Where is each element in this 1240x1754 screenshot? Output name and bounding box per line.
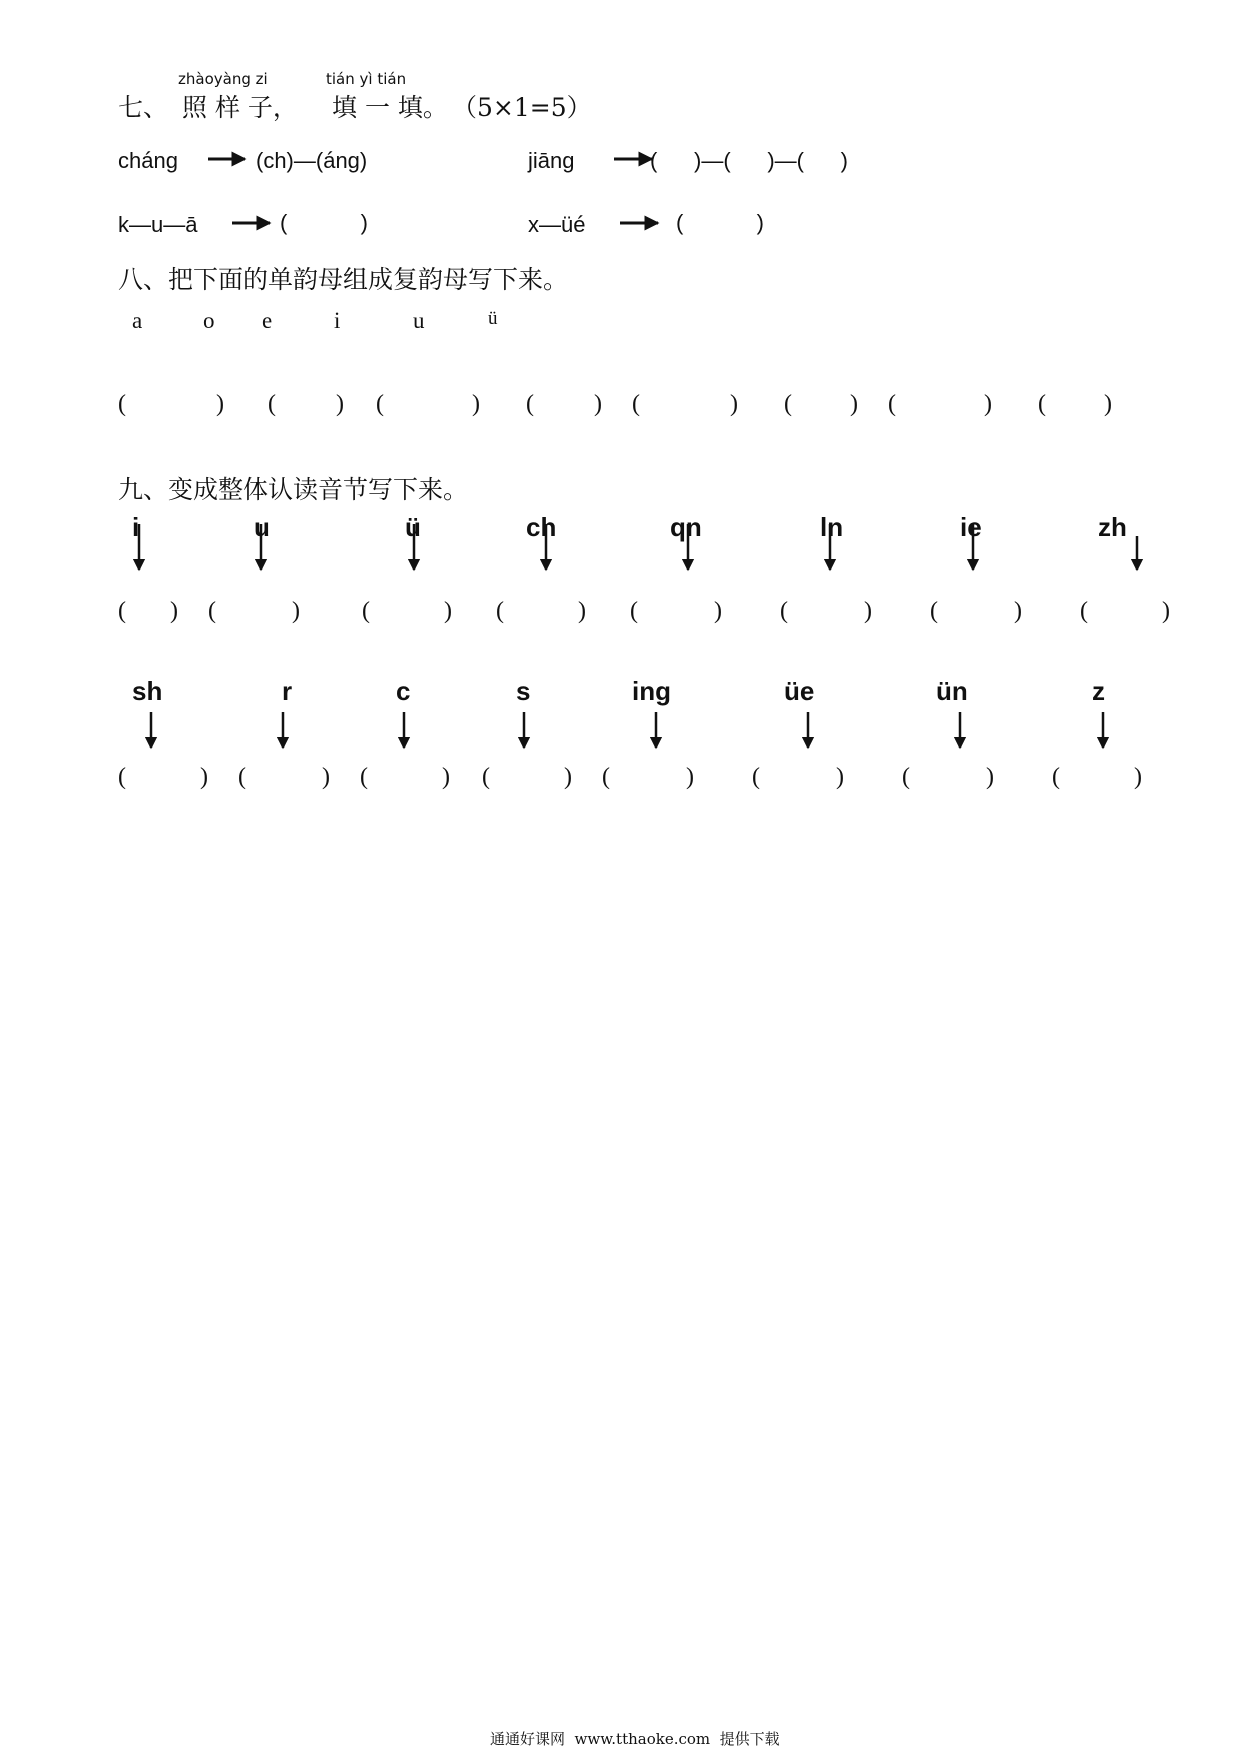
ruby-zhaoyangzi: zhàoyàng zi xyxy=(178,70,268,88)
answer-blank[interactable]: ( xyxy=(118,598,126,624)
answer-blank[interactable]: ( xyxy=(118,391,126,417)
vowel-o: o xyxy=(203,308,215,333)
answer-blank[interactable]: ) xyxy=(836,764,844,790)
answer-blank[interactable]: ( xyxy=(1052,764,1060,790)
example-right: (ch)—(áng) xyxy=(256,148,368,173)
initial-letter: s xyxy=(516,676,531,706)
answer-blank[interactable]: ( xyxy=(496,598,504,624)
answer-blank[interactable]: ( xyxy=(208,598,216,624)
answer-blank[interactable]: ) xyxy=(200,764,208,790)
answer-blank[interactable]: ( xyxy=(930,598,938,624)
initial-letter: i xyxy=(132,512,140,542)
answer-blank[interactable]: ) xyxy=(216,391,224,417)
answer-blank[interactable]: ) xyxy=(170,598,178,624)
answer-blank[interactable]: ( xyxy=(602,764,610,790)
initial-letter: sh xyxy=(132,676,163,706)
section8-title: 八、把下面的单韵母组成复韵母写下来。 xyxy=(118,265,569,294)
answer-blank[interactable]: ( xyxy=(1080,598,1088,624)
answer-blank[interactable]: ) xyxy=(564,764,572,790)
answer-blank[interactable]: ) xyxy=(986,764,994,790)
answer-blank[interactable]: ) xyxy=(442,764,450,790)
vowel-a: a xyxy=(132,308,143,333)
example-left: x—üé xyxy=(528,212,586,237)
answer-blank[interactable]: ( xyxy=(376,391,384,417)
section7-title-a: 照 样 子， xyxy=(182,93,298,122)
answer-blank[interactable]: ( xyxy=(360,764,368,790)
section9-title: 九、变成整体认读音节写下来。 xyxy=(118,475,469,504)
initial-letter: ing xyxy=(632,676,671,706)
answer-blank[interactable]: ( xyxy=(526,391,534,417)
example-left: cháng xyxy=(118,148,178,173)
vowel-u: u xyxy=(413,308,425,333)
answer-blank[interactable]: ) xyxy=(444,598,452,624)
answer-blank[interactable]: ) xyxy=(1104,391,1112,417)
answer-blank[interactable]: ( xyxy=(752,764,760,790)
initial-letter: u xyxy=(254,512,270,542)
answer-blank[interactable]: ) xyxy=(984,391,992,417)
example-right[interactable]: ( ) xyxy=(676,210,764,235)
example-left: k—u—ā xyxy=(118,212,198,237)
answer-blank[interactable]: ) xyxy=(686,764,694,790)
initial-letter: qn xyxy=(670,512,702,542)
answer-blank[interactable]: ( xyxy=(482,764,490,790)
section7-title-b: 填 一 填。 xyxy=(332,93,448,122)
answer-blank[interactable]: ) xyxy=(336,391,344,417)
example-right[interactable]: ( )—( )—( ) xyxy=(650,148,848,173)
example-right[interactable]: ( ) xyxy=(280,210,368,235)
answer-blank[interactable]: ( xyxy=(362,598,370,624)
answer-blank[interactable]: ) xyxy=(578,598,586,624)
initial-letter: ln xyxy=(820,512,844,542)
section7-prefix: 七、 xyxy=(118,93,169,122)
answer-blank[interactable]: ) xyxy=(1014,598,1022,624)
ruby-tianyitian: tián yì tián xyxy=(326,70,407,88)
answer-blank[interactable]: ) xyxy=(864,598,872,624)
example-left: jiāng xyxy=(528,148,575,173)
initial-letter: ie xyxy=(960,512,982,542)
answer-blank[interactable]: ) xyxy=(292,598,300,624)
initial-letter: zh xyxy=(1098,512,1127,542)
answer-blank[interactable]: ) xyxy=(322,764,330,790)
initial-letter: z xyxy=(1092,676,1105,706)
answer-blank[interactable]: ( xyxy=(888,391,896,417)
initial-letter: ch xyxy=(526,512,557,542)
answer-blank[interactable]: ) xyxy=(1162,598,1170,624)
answer-blank[interactable]: ( xyxy=(780,598,788,624)
answer-blank[interactable]: ( xyxy=(632,391,640,417)
footer-credit: 通通好课网 www.tthaoke.com 提供下载 xyxy=(490,1730,780,1748)
answer-blank[interactable]: ) xyxy=(472,391,480,417)
answer-blank[interactable]: ( xyxy=(1038,391,1046,417)
answer-blank[interactable]: ( xyxy=(784,391,792,417)
answer-blank[interactable]: ) xyxy=(594,391,602,417)
initial-letter: ün xyxy=(936,676,968,706)
answer-blank[interactable]: ) xyxy=(850,391,858,417)
vowel-u-umlaut: ü xyxy=(488,308,498,329)
answer-blank[interactable]: ) xyxy=(730,391,738,417)
answer-blank[interactable]: ) xyxy=(714,598,722,624)
initial-letter: üe xyxy=(784,676,815,706)
answer-blank[interactable]: ( xyxy=(268,391,276,417)
initial-letter: c xyxy=(396,676,411,706)
answer-blank[interactable]: ( xyxy=(630,598,638,624)
answer-blank[interactable]: ( xyxy=(902,764,910,790)
answer-blank[interactable]: ( xyxy=(238,764,246,790)
vowel-i: i xyxy=(334,308,341,333)
vowel-e: e xyxy=(262,308,273,333)
initial-letter: ü xyxy=(405,512,421,542)
answer-blank[interactable]: ( xyxy=(118,764,126,790)
initial-letter: r xyxy=(282,676,293,706)
answer-blank[interactable]: ) xyxy=(1134,764,1142,790)
section7-score: （5×1=5） xyxy=(452,93,592,122)
